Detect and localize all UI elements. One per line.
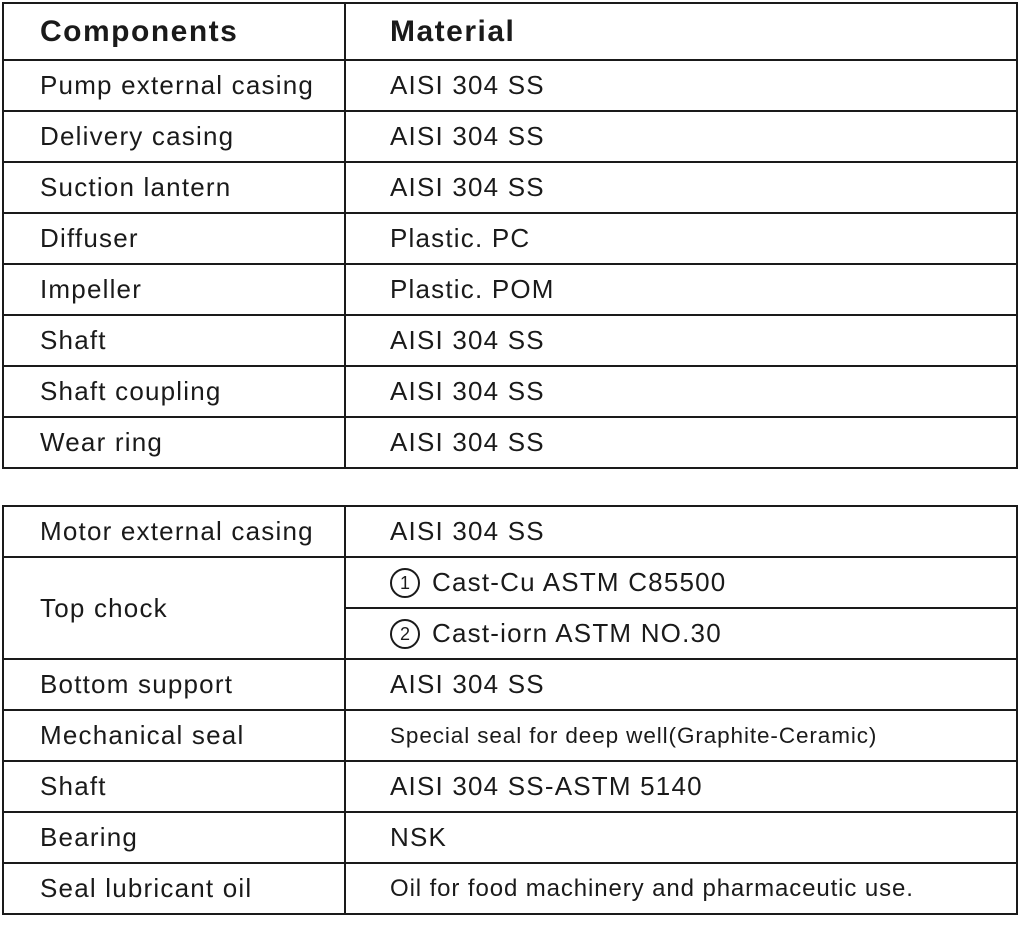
material-option-text: Cast-iorn ASTM NO.30 (432, 618, 722, 648)
component-cell: Delivery casing (3, 111, 345, 162)
component-cell: Seal lubricant oil (3, 863, 345, 914)
material-header: Material (345, 3, 1017, 60)
material-cell: AISI 304 SS (345, 60, 1017, 111)
component-cell: Impeller (3, 264, 345, 315)
component-cell: Diffuser (3, 213, 345, 264)
table-row (3, 761, 1017, 812)
table-row (3, 264, 1017, 315)
table-row (3, 710, 1017, 761)
table-row (3, 812, 1017, 863)
material-cell: AISI 304 SS (345, 111, 1017, 162)
component-cell: Shaft (3, 761, 345, 812)
component-cell: Pump external casing (3, 60, 345, 111)
table-row (3, 659, 1017, 710)
component-cell: Bearing (3, 812, 345, 863)
component-cell: Mechanical seal (3, 710, 345, 761)
table-row (3, 162, 1017, 213)
component-cell: Bottom support (3, 659, 345, 710)
component-cell: Suction lantern (3, 162, 345, 213)
material-cell: Oil for food machinery and pharmaceutic use. (345, 863, 1017, 914)
table-row (3, 557, 1017, 608)
material-option-text: Cast-Cu ASTM C85500 (432, 567, 727, 597)
material-cell: Plastic. PC (345, 213, 1017, 264)
table-row (3, 366, 1017, 417)
material-cell: AISI 304 SS (345, 162, 1017, 213)
pump-components-table (2, 2, 1018, 469)
component-cell: Shaft coupling (3, 366, 345, 417)
material-option-cell (345, 608, 1017, 659)
table-row (3, 111, 1017, 162)
material-cell: NSK (345, 812, 1017, 863)
material-cell: AISI 304 SS (345, 366, 1017, 417)
table-row (3, 417, 1017, 468)
circled-number: 1 (390, 568, 420, 598)
table-header-row (3, 3, 1017, 60)
circled-number: 2 (390, 619, 420, 649)
motor-components-table (2, 505, 1018, 915)
table-row (3, 506, 1017, 557)
material-cell: AISI 304 SS (345, 315, 1017, 366)
component-cell: Motor external casing (3, 506, 345, 557)
material-cell: AISI 304 SS-ASTM 5140 (345, 761, 1017, 812)
material-cell: Special seal for deep well(Graphite-Ceramic) (345, 710, 1017, 761)
table-row (3, 315, 1017, 366)
table-row (3, 60, 1017, 111)
table-row (3, 213, 1017, 264)
component-cell: Shaft (3, 315, 345, 366)
material-cell: AISI 304 SS (345, 659, 1017, 710)
material-cell: Plastic. POM (345, 264, 1017, 315)
material-option-cell (345, 557, 1017, 608)
material-cell: AISI 304 SS (345, 417, 1017, 468)
component-cell: Wear ring (3, 417, 345, 468)
components-header: Components (3, 3, 345, 60)
material-cell: AISI 304 SS (345, 506, 1017, 557)
table-row (3, 863, 1017, 914)
component-cell: Top chock (3, 557, 345, 659)
